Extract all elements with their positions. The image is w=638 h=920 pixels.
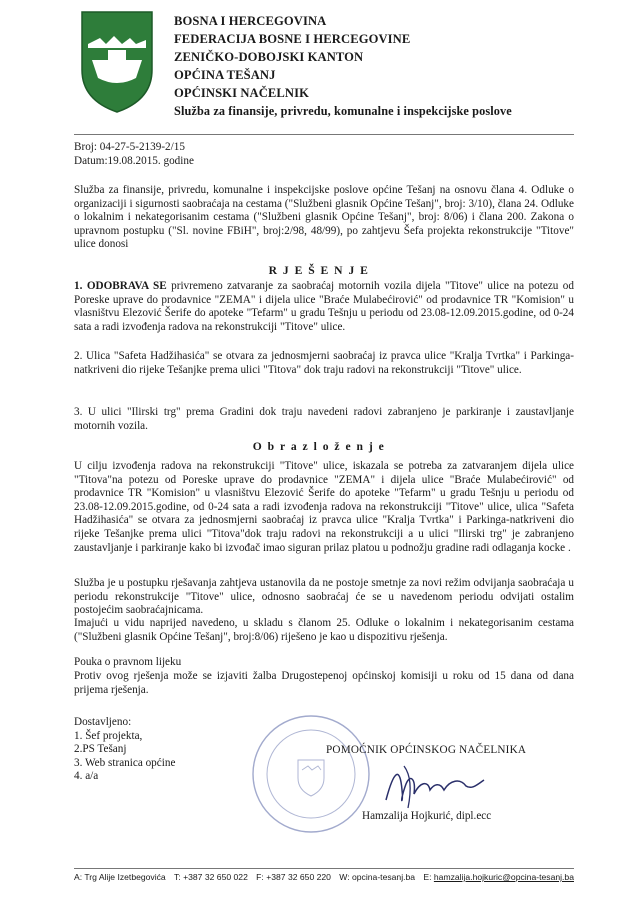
official-round-stamp-icon: [248, 712, 374, 836]
item-1-lead: ODOBRAVA SE: [86, 280, 167, 292]
reference-number: Broj: 04-27-5-2139-2/15: [74, 141, 185, 153]
header-canton: ZENIČKO-DOBOJSKI KANTON: [174, 50, 364, 64]
distribution-item: 4. a/a: [74, 770, 99, 783]
signatory-title: POMOĆNIK OPĆINSKOG NAČELNIKA: [326, 744, 527, 756]
footer-email-link[interactable]: hamzalija.hojkuric@opcina-tesanj.ba: [433, 872, 574, 882]
reasoning-paragraph-1: U cilju izvođenja radova na rekonstrukciji "Titove" ulice, iskazala se potreba za zatvaranjem dijela ulice "Titova"na potezu od Poreske uprave do prodavnice "ZEMA" i dijela ulice "Braće Mulabećirović" od prodavnice TR "Komision" u vlasništvu Elezović Šerife do apoteke "Tefarm" u gradu Tešnju u periodu od 23.08-12.09.2015.godine, od 0-24 sata a radi izvođenja radova na rekonstrukciji "Titove" ulice, ulica "Safeta Hadžihasića" se otvara za jednosmjerni saobraćaj iz pravca ulice "Kralja Tvrtka" i Parkinga-natkriveni dio rijeke Tešanjke prema ulici "Titova"dok traju radovi na rekonstrukciji a u ulici "Ilirski trg" je zabranjeno zaustavljanje i parkiranje kako bi izvođač imao siguran prilaz platou u podnožju gradine radi odlaganja kocke .: [74, 460, 574, 554]
letterhead: [174, 12, 512, 120]
reasoning-paragraph-3: Imajući u vidu naprijed navedeno, u skladu s članom 25. Odluke o lokalnim i nekategorisanim cestama ("Službeni glasnik Općine Tešanj", broj:8/06) riješeno je kao u dispozitivu rješenja.: [74, 617, 574, 643]
footer: [74, 872, 574, 882]
footer-email-label: E:: [423, 872, 432, 882]
footer-divider: [74, 868, 574, 869]
intro-paragraph: Služba za finansije, privredu, komunalne i inspekcijske poslove općine Tešanj na osnovu člana 4. Odluke o organizaciji i sigurnosti saobraćaja na cestama ("Službeni glasnik Općine Tešanj", broj: 3/10), člana 24. Odluke o lokalnim i nekategorisanim cestama ("Službeni glasnik Općine Tešanj", broj: 8/06) i člana 200. Zakona o upravnom postupku ("Sl. novine FBiH", broj:2/98, 48/99), po zahtjevu Šefa projekta rekonstrukcije "Titove" ulice donosi: [74, 184, 574, 251]
footer-web: W: opcina-tesanj.ba: [339, 872, 416, 882]
header-country: BOSNA I HERCEGOVINA: [174, 14, 327, 28]
header-municipality: OPĆINA TEŠANJ: [174, 68, 276, 82]
distribution-list: [74, 716, 175, 784]
handwritten-signature-icon: [380, 760, 490, 814]
reasoning-paragraph-2: Služba je u postupku rješavanja zahtjeva ustanovila da ne postoje smetnje za novi režim odvijanja saobraćaja u periodu rekonstrukcije "Titove" ulice, odnosno saobraćaj će se u navedenom periodu odvijati ostalim postojećim saobraćajnicama.: [74, 577, 574, 617]
item-1-number: 1.: [74, 280, 83, 292]
reference-block: [74, 140, 194, 168]
signatory-name: Hamzalija Hojkurić, dipl.ecc: [362, 810, 492, 822]
footer-phone: T: +387 32 650 022: [174, 872, 248, 882]
reference-date: Datum:19.08.2015. godine: [74, 155, 194, 167]
municipal-crest-icon: [78, 8, 156, 114]
decision-item-1: [74, 280, 574, 334]
footer-email-block: [423, 872, 574, 882]
decision-item-2: 2. Ulica "Safeta Hadžihasića" se otvara za jednosmjerni saobraćaj iz pravca ulice "Kralja Tvrtka" i Parkinga- natkriveni dio rijeke Tešanjke prema ulici "Titova" dok traju radovi na rekonstrukciji "Titove" ulice.: [74, 350, 574, 376]
reasoning-title: O b r a z l o ž e n j e: [252, 440, 386, 453]
header-divider: [74, 134, 574, 135]
decision-title: R J E Š E N J E: [268, 264, 370, 277]
legal-remedy-title: Pouka o pravnom lijeku: [74, 656, 182, 668]
header-federation: FEDERACIJA BOSNE I HERCEGOVINE: [174, 32, 411, 46]
legal-remedy-text: Protiv ovog rješenja može se izjaviti žalba Drugostepenoj općinskoj komisiji u roku od 15 dana od dana prijema rješenja.: [74, 670, 574, 696]
distribution-item: 2.PS Tešanj: [74, 743, 127, 756]
distribution-item: 1. Šef projekta,: [74, 729, 143, 742]
decision-item-3: 3. U ulici "Ilirski trg" prema Gradini dok traju navedeni radovi zabranjeno je parkiranje i zaustavljanje motornih vozila.: [74, 406, 574, 432]
item-1-text: privremeno zatvaranje za saobraćaj motornih vozila dijela "Titove" ulice na potezu od Poreske uprave do prodavnice "ZEMA" i dijela ulice "Braće Mulabećirović" od prodavnice TR "Komision" u vlasništvu Elezović Šerife do apoteke "Tefarm" u gradu Tešnju u periodu od 23.08-12.09.2015.godine, od 0-24 sata a radi izvođenja radova na rekonstrukciji "Titove" ulice.: [74, 280, 574, 333]
header-department: Služba za finansije, privredu, komunalne i inspekcijske poslove: [174, 104, 512, 118]
distribution-title: Dostavljeno:: [74, 716, 132, 728]
footer-fax: F: +387 32 650 220: [256, 872, 331, 882]
header-office: OPĆINSKI NAČELNIK: [174, 86, 310, 100]
distribution-item: 3. Web stranica općine: [74, 756, 176, 769]
footer-address: A: Trg Alije Izetbegovića: [74, 872, 166, 882]
